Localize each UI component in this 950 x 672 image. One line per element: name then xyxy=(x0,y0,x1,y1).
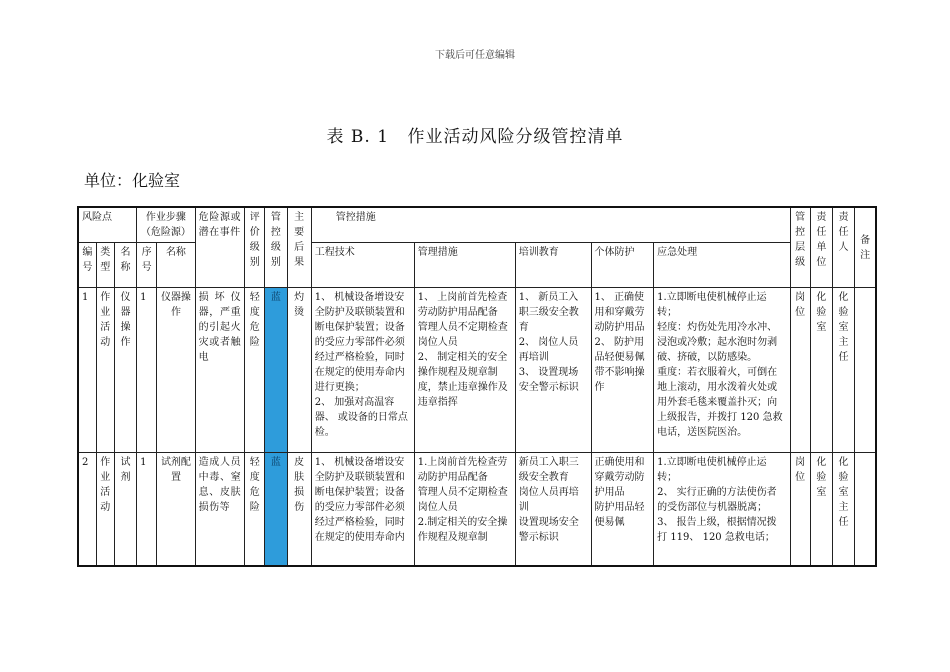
header-number: 编号 xyxy=(78,243,96,288)
cell-person: 化验室主任 xyxy=(832,453,854,567)
cell-eval: 轻度危险 xyxy=(245,453,265,567)
cell-layer: 岗位 xyxy=(790,288,810,453)
header-remarks: 备注 xyxy=(855,207,876,288)
cell-type: 作业活动 xyxy=(96,453,114,567)
cell-emergency: 1.立即断电使机械停止运转； 轻度：灼伤处先用冷水冲、浸泡或冷敷；起水泡时勿剥破、挤破，以防感染。 重度：若衣服着火，可倒在地上滚动，用水泼着火处或用外套毛毯来覆盖扑灭；向上级报告，并拨打 120 急救电话，送医院医治。 xyxy=(654,288,790,453)
cell-name: 仪器操作 xyxy=(114,288,136,453)
header-emergency: 应急处理 xyxy=(654,243,790,288)
header-consequence: 主要后果 xyxy=(287,207,311,288)
cell-remarks xyxy=(855,453,876,567)
document-title xyxy=(0,122,950,147)
cell-step: 试剂配置 xyxy=(157,453,195,567)
header-control-measures: 管控措施 xyxy=(311,207,790,243)
header-engineering: 工程技术 xyxy=(311,243,414,288)
cell-unit: 化验室 xyxy=(810,288,832,453)
header-control-level: 管控级别 xyxy=(265,207,287,288)
cell-consequence: 皮肤损伤 xyxy=(287,453,311,567)
table-row xyxy=(78,288,876,453)
table-number: 表 B. 1 xyxy=(326,127,390,147)
cell-person: 化验室主任 xyxy=(832,288,854,453)
cell-ppe: 正确使用和穿戴劳动防护用品 防护用品轻便易佩 xyxy=(591,453,654,567)
header-work-steps: 作业步骤（危险源） xyxy=(137,207,196,243)
header-resp-unit: 责任单位 xyxy=(810,207,832,288)
unit-label: 单位：化验室 xyxy=(84,171,181,190)
header-step-name: 名称 xyxy=(157,243,195,288)
header-training: 培训教育 xyxy=(515,243,591,288)
cell-hazard: 损坏仪器，严重的引起火灾或者触电 xyxy=(195,288,244,453)
download-note: 下载后可任意编辑 xyxy=(435,50,515,61)
header-risk-point: 风险点 xyxy=(78,207,137,243)
cell-training: 1、 新员工入职三级安全教育 2、 岗位人员再培训 3、 设置现场安全警示标识 xyxy=(515,288,591,453)
cell-hazard: 造成人员中毒、窒息、皮肤损伤等 xyxy=(195,453,244,567)
cell-eval: 轻度危险 xyxy=(245,288,265,453)
header-resp-person: 责任人 xyxy=(832,207,854,288)
cell-engineering: 1、 机械设备增设安全防护及联锁装置和断电保护装置；设备的受应力零部件必须经过严格检验，同时在规定的使用寿命内 xyxy=(311,453,414,567)
cell-consequence: 灼烫 xyxy=(287,288,311,453)
cell-type: 作业活动 xyxy=(96,288,114,453)
header-name: 名称 xyxy=(114,243,136,288)
cell-engineering: 1、 机械设备增设安全防护及联锁装置和断电保护装置；设备的受应力零部件必须经过严格检验，同时在规定的使用寿命内进行更换； 2、 加强对高温容器、 或设备的日常点检。 xyxy=(311,288,414,453)
header-control-layer: 管控层级 xyxy=(790,207,810,288)
header-ppe: 个体防护 xyxy=(591,243,654,288)
cell-remarks xyxy=(855,288,876,453)
header-hazard: 危险源或潜在事件 xyxy=(195,207,244,288)
cell-unit: 化验室 xyxy=(810,453,832,567)
cell-ppe: 1、 正确使用和穿戴劳动防护用品 2、 防护用品轻便易佩带不影响操作 xyxy=(591,288,654,453)
header-sequence: 序号 xyxy=(137,243,157,288)
cell-sequence: 1 xyxy=(137,288,157,453)
cell-sequence: 1 xyxy=(137,453,157,567)
cell-number: 1 xyxy=(78,288,96,453)
cell-name: 试剂 xyxy=(114,453,136,567)
cell-management: 1.上岗前首先检查劳动防护用品配备 管理人员不定期检查岗位人员 2.制定相关的安全操作规程及规章制 xyxy=(414,453,515,567)
header-type: 类型 xyxy=(96,243,114,288)
table-row xyxy=(78,453,876,567)
table-title: 作业活动风险分级管控清单 xyxy=(407,127,624,147)
cell-control-level-blue: 蓝 xyxy=(265,288,287,453)
cell-training: 新员工入职三级安全教育 岗位人员再培训 设置现场安全警示标识 xyxy=(515,453,591,567)
header-management: 管理措施 xyxy=(414,243,515,288)
cell-layer: 岗位 xyxy=(790,453,810,567)
cell-number: 2 xyxy=(78,453,96,567)
cell-emergency: 1.立即断电使机械停止运转； 2、 实行正确的方法使伤者的受伤部位与机器脱离； 3、 报告上级，根据情况拨打 119、 120 急救电话； xyxy=(654,453,790,567)
cell-control-level-blue: 蓝 xyxy=(265,453,287,567)
header-eval-level: 评价级别 xyxy=(245,207,265,288)
cell-management: 1、 上岗前首先检查劳动防护用品配备 管理人员不定期检查岗位人员 2、 制定相关的安全操作规程及规章制度，禁止违章操作及违章指挥 xyxy=(414,288,515,453)
cell-step: 仪器操作 xyxy=(157,288,195,453)
risk-control-table xyxy=(77,206,877,567)
